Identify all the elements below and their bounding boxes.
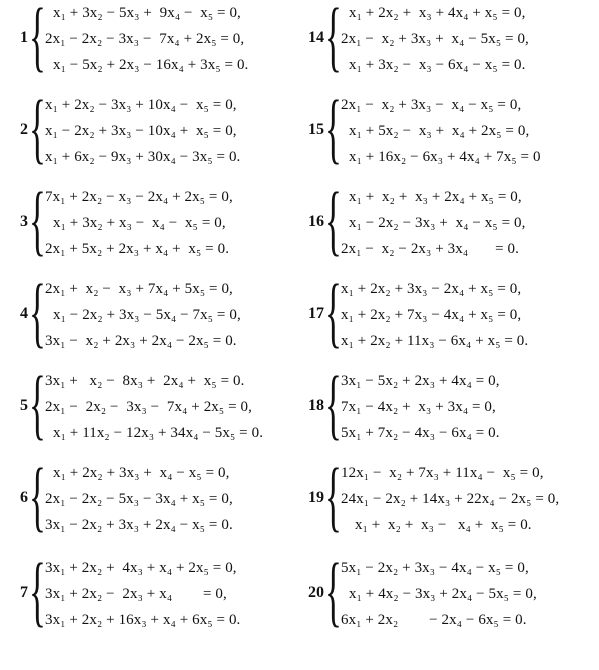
problem-19 xyxy=(300,452,590,540)
equation: 2x₁ + 5x₂ + 2x₃ + x₄ + x₅ = 0. xyxy=(45,241,230,257)
equation: 7x₁ + 2x₂ − x₃ − 2x₄ + 2x₅ = 0, xyxy=(45,189,233,205)
left-brace: { xyxy=(29,0,46,79)
problem-number: 3 xyxy=(20,213,28,230)
equation-system xyxy=(341,368,500,446)
equation-system xyxy=(341,184,525,262)
equation: x₁ + 5x₂ − x₃ + x₄ + 2x₅ = 0, xyxy=(349,123,530,139)
equation: x₁ + x₂ + x₃ − x₄ + x₅ = 0. xyxy=(355,517,532,533)
equation: 2x₁ − x₂ + 3x₃ + x₄ − 5x₅ = 0, xyxy=(341,31,529,47)
left-brace: { xyxy=(325,360,342,447)
equation: 2x₁ − x₂ + 3x₃ − x₄ − x₅ = 0, xyxy=(341,97,522,113)
problem-1 xyxy=(4,0,294,80)
equation: 2x₁ − 2x₂ − 5x₃ − 3x₄ + x₅ = 0, xyxy=(45,491,233,507)
equation: x₁ + 3x₂ − 5x₃ + 9x₄ − x₅ = 0, xyxy=(53,5,241,21)
problem-2 xyxy=(4,84,294,172)
equation-system xyxy=(341,276,528,354)
equation-system xyxy=(341,0,529,78)
problem-16 xyxy=(300,176,590,264)
equation: x₁ + x₂ + x₃ + 2x₄ + x₅ = 0, xyxy=(349,189,522,205)
problem-14 xyxy=(300,0,590,80)
equation-system xyxy=(45,0,248,78)
equation: 2x₁ + x₂ − x₃ + 7x₄ + 5x₅ = 0, xyxy=(45,281,233,297)
problem-4 xyxy=(4,268,294,356)
left-brace: { xyxy=(325,176,342,263)
left-brace: { xyxy=(29,452,46,539)
equation: 2x₁ − x₂ − 2x₃ + 3x₄ = 0. xyxy=(341,241,519,257)
problem-20 xyxy=(300,547,590,635)
problem-number: 20 xyxy=(308,584,324,601)
equation: 3x₁ + 2x₂ + 4x₃ + x₄ + 2x₅ = 0, xyxy=(45,560,237,576)
equation-system xyxy=(341,555,537,633)
left-brace: { xyxy=(29,84,46,171)
equation: 5x₁ − 2x₂ + 3x₃ − 4x₄ − x₅ = 0, xyxy=(341,560,529,576)
left-brace: { xyxy=(325,0,342,79)
equation: x₁ − 2x₂ + 3x₃ − 10x₄ + x₅ = 0, xyxy=(45,123,237,139)
equation-system xyxy=(45,92,240,170)
equation: 5x₁ + 7x₂ − 4x₃ − 6x₄ = 0. xyxy=(341,425,500,441)
problem-number: 2 xyxy=(20,121,28,138)
equation: x₁ + 2x₂ + x₃ + 4x₄ + x₅ = 0, xyxy=(349,5,526,21)
equation: 2x₁ − 2x₂ − 3x₃ − 7x₄ + 2x₅ = 0, xyxy=(45,399,252,415)
left-brace: { xyxy=(29,547,46,634)
problem-number: 17 xyxy=(308,305,324,322)
problem-number: 1 xyxy=(20,29,28,46)
left-brace: { xyxy=(325,452,342,539)
equation: 3x₁ − 5x₂ + 2x₃ + 4x₄ = 0, xyxy=(341,373,500,389)
left-brace: { xyxy=(29,268,46,355)
problem-number: 7 xyxy=(20,584,28,601)
left-brace: { xyxy=(29,176,46,263)
equation-system xyxy=(45,184,233,262)
equation: x₁ + 11x₂ − 12x₃ + 34x₄ − 5x₅ = 0. xyxy=(53,425,264,441)
equation: 7x₁ − 4x₂ + x₃ + 3x₄ = 0, xyxy=(341,399,496,415)
problem-number: 16 xyxy=(308,213,324,230)
equation: 3x₁ + x₂ − 8x₃ + 2x₄ + x₅ = 0. xyxy=(45,373,245,389)
equation: x₁ + 6x₂ − 9x₃ + 30x₄ − 3x₅ = 0. xyxy=(45,149,241,165)
problem-number: 18 xyxy=(308,397,324,414)
equation: x₁ + 2x₂ + 3x₃ − 2x₄ + x₅ = 0, xyxy=(341,281,522,297)
equation: x₁ − 5x₂ + 2x₃ − 16x₄ + 3x₅ = 0. xyxy=(53,57,249,73)
equation: x₁ + 16x₂ − 6x₃ + 4x₄ + 7x₅ = 0 xyxy=(349,149,541,165)
equation-system xyxy=(341,92,541,170)
equation: 12x₁ − x₂ + 7x₃ + 11x₄ − x₅ = 0, xyxy=(341,465,544,481)
problem-18 xyxy=(300,360,590,448)
equation-system xyxy=(45,276,241,354)
equation: 3x₁ + 2x₂ + 16x₃ + x₄ + 6x₅ = 0. xyxy=(45,612,241,628)
equation: 2x₁ − 2x₂ − 3x₃ − 7x₄ + 2x₅ = 0, xyxy=(45,31,245,47)
equation: x₁ + 3x₂ + x₃ − x₄ − x₅ = 0, xyxy=(53,215,226,231)
equation-system xyxy=(45,368,263,446)
problem-3 xyxy=(4,176,294,264)
problem-number: 5 xyxy=(20,397,28,414)
problem-7 xyxy=(4,547,294,635)
problem-number: 15 xyxy=(308,121,324,138)
equation: x₁ + 4x₂ − 3x₃ + 2x₄ − 5x₅ = 0, xyxy=(349,586,537,602)
equation: x₁ − 2x₂ + 3x₃ − 5x₄ − 7x₅ = 0, xyxy=(53,307,241,323)
equation: x₁ + 2x₂ + 3x₃ + x₄ − x₅ = 0, xyxy=(53,465,230,481)
equation: 3x₁ + 2x₂ − 2x₃ + x₄ = 0, xyxy=(45,586,227,602)
problem-15 xyxy=(300,84,590,172)
problem-number: 6 xyxy=(20,489,28,506)
left-brace: { xyxy=(325,84,342,171)
equation: x₁ + 2x₂ + 11x₃ − 6x₄ + x₅ = 0. xyxy=(341,333,529,349)
equation: 3x₁ − x₂ + 2x₃ + 2x₄ − 2x₅ = 0. xyxy=(45,333,237,349)
problem-6 xyxy=(4,452,294,540)
left-brace: { xyxy=(29,360,46,447)
equation-system xyxy=(45,460,233,538)
problem-5 xyxy=(4,360,294,448)
left-brace: { xyxy=(325,547,342,634)
equation-system xyxy=(45,555,240,633)
equation: x₁ + 2x₂ − 3x₃ + 10x₄ − x₅ = 0, xyxy=(45,97,237,113)
equation: 6x₁ + 2x₂ − 2x₄ − 6x₅ = 0. xyxy=(341,612,527,628)
problem-number: 14 xyxy=(308,29,324,46)
equation: x₁ − 2x₂ − 3x₃ + x₄ − x₅ = 0, xyxy=(349,215,526,231)
equation-system xyxy=(341,460,559,538)
equation: x₁ + 2x₂ + 7x₃ − 4x₄ + x₅ = 0, xyxy=(341,307,522,323)
equation: x₁ + 3x₂ − x₃ − 6x₄ − x₅ = 0. xyxy=(349,57,526,73)
problem-17 xyxy=(300,268,590,356)
equation: 24x₁ − 2x₂ + 14x₃ + 22x₄ − 2x₅ = 0, xyxy=(341,491,560,507)
problem-number: 4 xyxy=(20,305,28,322)
left-brace: { xyxy=(325,268,342,355)
problem-number: 19 xyxy=(308,489,324,506)
equation: 3x₁ − 2x₂ + 3x₃ + 2x₄ − x₅ = 0. xyxy=(45,517,233,533)
